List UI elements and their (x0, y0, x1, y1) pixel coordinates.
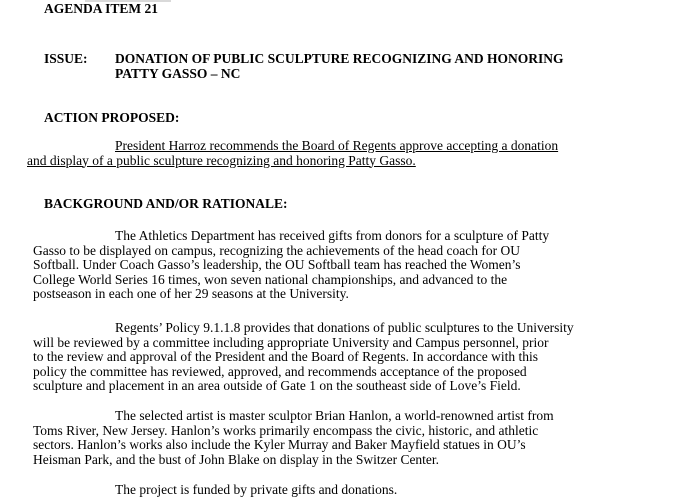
action-proposed-heading: ACTION PROPOSED: (44, 110, 180, 125)
paragraph-line: policy the committee has reviewed, approved, and recommends acceptance of the proposed (33, 363, 527, 379)
issue-text (115, 51, 564, 81)
paragraph-line: The selected artist is master sculptor Brian Hanlon, a world-renowned artist from (115, 408, 554, 423)
paragraph-line: Toms River, New Jersey. Hanlon’s works primarily encompass the civic, historic, and athletic (33, 422, 539, 438)
agenda-item-heading: AGENDA ITEM 21 (44, 1, 159, 16)
body-paragraph (33, 229, 549, 302)
paragraph-line: sectors. Hanlon’s works also include the Kyler Murray and Baker Mayfield statues in OU’s (33, 437, 526, 453)
paragraph-line: will be reviewed by a committee including appropriate University and Campus personnel, prior (33, 334, 549, 350)
paragraph-line: postseason in each one of her 29 seasons at the University. (33, 286, 349, 302)
paragraph-line: Softball. Under Coach Gasso’s leadership, the OU Softball team has reached the Women’s (33, 257, 521, 273)
paragraph-line: College World Series 16 times, won seven national championships, and advanced to the (33, 271, 508, 287)
paragraph-line: Regents’ Policy 9.1.1.8 provides that donations of public sculptures to the University (115, 320, 574, 335)
action-line: President Harroz recommends the Board of Regents approve accepting a donation (115, 138, 559, 153)
action-proposed-paragraph (27, 139, 558, 168)
paragraph-line: to the review and approval of the President and the Board of Regents. In accordance with this (33, 349, 538, 365)
action-line: and display of a public sculpture recognizing and honoring Patty Gasso. (27, 152, 416, 168)
body-paragraph (33, 483, 397, 498)
paragraph-line: sculpture and placement in an area outside of Gate 1 on the southeast side of Love’s Field. (33, 378, 521, 394)
paragraph-line: Gasso to be displayed on campus, recognizing the achievements of the head coach for OU (33, 242, 520, 258)
issue-section (44, 51, 564, 81)
issue-line: PATTY GASSO – NC (115, 66, 241, 81)
issue-label: ISSUE: (44, 51, 88, 66)
paragraph-line: The Athletics Department has received gifts from donors for a sculpture of Patty (115, 228, 550, 243)
body-paragraph (33, 409, 554, 467)
paragraph-line: Heisman Park, and the bust of John Blake on display in the Switzer Center. (33, 451, 440, 467)
paragraph-line: The project is funded by private gifts and donations. (115, 482, 398, 497)
background-rationale-heading: BACKGROUND AND/OR RATIONALE: (44, 196, 288, 211)
body-paragraph (33, 321, 574, 394)
issue-line: DONATION OF PUBLIC SCULPTURE RECOGNIZING AND HONORING (115, 51, 564, 66)
